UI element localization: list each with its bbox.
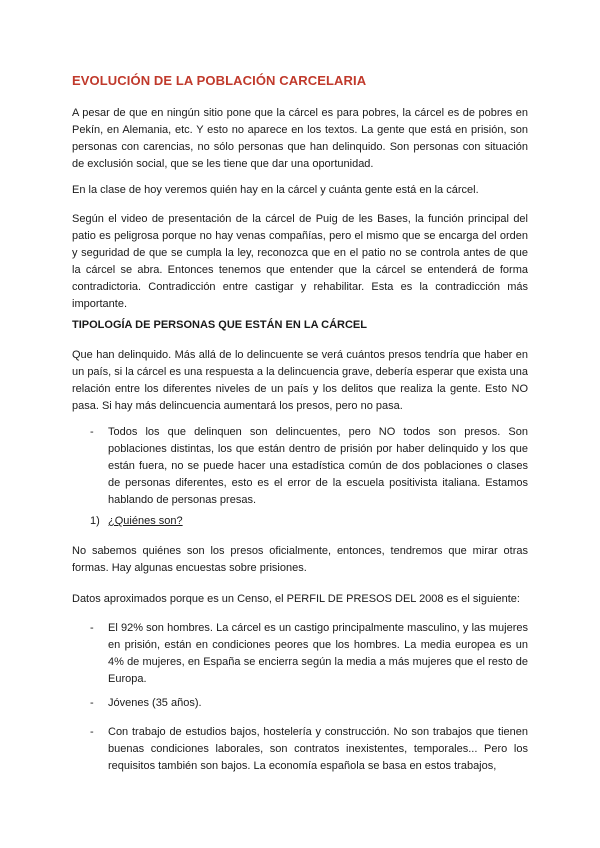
paragraph-video: Según el video de presentación de la cárcel de Puig de les Bases, la función principal del patio es peligrosa porque no hay venas compañías, pero el mismo que se encarga del orden y seguridad de que se cumpla la ley, reconozca que en el patio no se controla antes de que la cárcel se abra. Entonces tenemos que entender que la cárcel se entenderá de forma contradictoria. Contradicción entre castigar y rehabilitar. Esta es la contradicción más importante. — [72, 213, 528, 310]
paragraph-unknown: No sabemos quiénes son los presos oficialmente, entonces, tendremos que mirar otras formas. Hay algunas encuestas sobre prisiones. — [72, 545, 528, 574]
bullet-marker: - — [90, 622, 94, 634]
section-heading: TIPOLOGÍA DE PERSONAS QUE ESTÁN EN LA CÁRCEL — [72, 319, 367, 331]
paragraph-intro: A pesar de que en ningún sitio pone que la cárcel es para pobres, la cárcel es de pobres en Pekín, en Alemania, etc. Y esto no aparece en los textos. La gente que está en prisión, son personas con carencias, no sólo personas que han delinquido. Son personas con situación de exclusión social, que se les tiene que dar una oportunidad. — [72, 107, 528, 170]
bullet-marker: - — [90, 697, 94, 709]
list-number: 1) — [90, 515, 100, 527]
bullet-marker: - — [90, 426, 94, 438]
paragraph-data: Datos aproximados porque es un Censo, el PERFIL DE PRESOS DEL 2008 es el siguiente: — [72, 593, 520, 605]
bullet-young: Jóvenes (35 años). — [108, 697, 202, 709]
bullet-marker: - — [90, 726, 94, 738]
paragraph-class-today: En la clase de hoy veremos quién hay en la cárcel y cuánta gente está en la cárcel. — [72, 184, 479, 196]
numbered-item-who: ¿Quiénes son? — [108, 515, 183, 527]
bullet-work: Con trabajo de estudios bajos, hostelería y construcción. No son trabajos que tienen buenas condiciones laborales, son contratos inexistentes, temporales... Pero los requisitos también son bajos. La economía española se basa en estos trabajos, — [108, 726, 528, 772]
paragraph-delinquency: Que han delinquido. Más allá de lo delincuente se verá cuántos presos tendría que haber en un país, si la cárcel es una respuesta a la delincuencia grave, debería esperar que exista una relación entre los diferentes niveles de un país y los delitos que realiza la gente. Esto NO pasa. Si hay más delincuencia aumentará los presos, pero no pasa. — [72, 349, 528, 412]
bullet-men: El 92% son hombres. La cárcel es un castigo principalmente masculino, y las mujeres en prisión, están en condiciones peores que los hombres. La media europea es un 4% de mujeres, en España se encierra según la media a más mujeres que el resto de Europa. — [108, 622, 528, 685]
bullet-delinquents: Todos los que delinquen son delincuentes, pero NO todos son presos. Son poblaciones distintas, los que están dentro de prisión por haber delinquido y los que están fuera, no se puede hacer una estadística común de dos poblaciones o clases de personas diferentes, esto es el error de la escuela positivista italiana. Estamos hablando de personas presas. — [108, 426, 528, 506]
document-title: EVOLUCIÓN DE LA POBLACIÓN CARCELARIA — [72, 73, 367, 88]
